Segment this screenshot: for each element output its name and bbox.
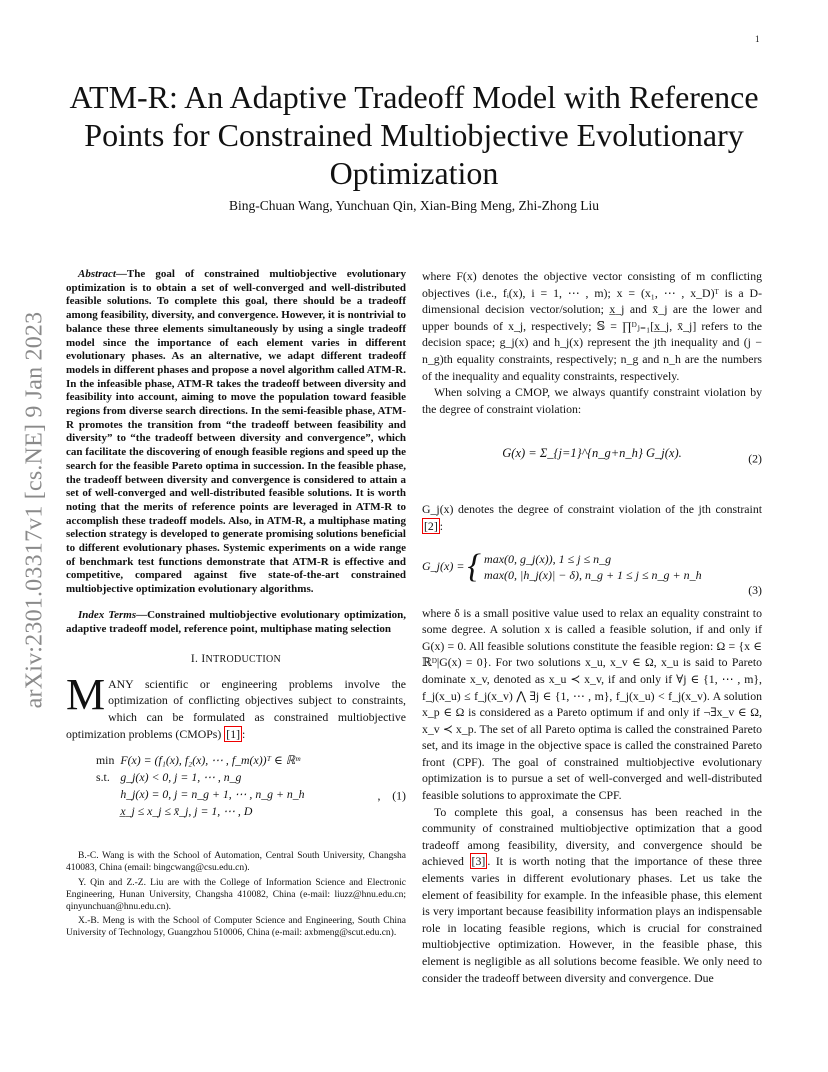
paragraph-feasibility: where δ is a small positive value used to relax an equality constraint to some degree. A solution x is called a feasible solution, if and only if G(x) = 0. All feasible solutions constitute the feasible region: Ω = {x ∈ ℝᴰ|G(x) = 0}. For two solutions x_u, x_v ∈ Ω, x_u is said to Pareto dominate x_v, denoted as x_u ≺ x_v, if and only if ∀j ∈ {1, ⋯ , m}, f_j(x_u) ≤ f_j(x_v) ⋀ ∃j ∈ {1, ⋯ , m}, f_j(x_u) < f_j(x_v). A solution x_p ∈ Ω is considered as a Pareto optimum if and only if ¬∃x_v ∈ Ω, x_v ≺ x_p. The set of all Pareto optima is called the constrained Pareto set, and its image in the objective space is called the constrained Pareto front (CPF). The goal of constrained multiobjective evolutionary optimization is to pursue a set of well-converged and well-distributed feasible solutions to approximate the CPF. xyxy=(422,605,762,803)
footnote-3: X.-B. Meng is with the School of Computer Science and Engineering, South China University of Technology, Guangzhou 510006, China (e-mail: axbmeng@scut.edu.cn). xyxy=(66,916,406,939)
index-terms xyxy=(66,609,406,636)
tradeoff-text-a: To complete this goal, a consensus has been reached in the community of constrained multiobjective optimization that a good tradeoff among feasibility, diversity, and convergence should be achieved xyxy=(422,804,762,869)
paragraph-definitions: where F(x) denotes the objective vector consisting of m conflicting objectives (i.e., fᵢ(x), i = 1, ⋯ , m); x = (x₁, ⋯ , x_D)ᵀ is a D-dimensional decision vector/solution; x̲_j and x̄_j are the lower and upper bounds of x_j, respectively; 𝕊 = ∏ᴰⱼ₌₁[x̲_j, x̄_j] refers to the decision space; g_j(x) and h_j(x) represent the jth inequality and (j − n_g)th equality constraints, respectively; n_g and n_h are the numbers of the inequality and equality constraints, respectively. xyxy=(422,269,762,383)
drop-cap: M xyxy=(66,669,106,719)
eq1-row1-label: min xyxy=(96,753,115,768)
section-numeral: I. xyxy=(190,653,202,666)
equation-3-expr xyxy=(422,547,702,585)
eq1-number-text: (1) xyxy=(392,788,406,803)
gj-end: : xyxy=(439,518,444,533)
paragraph-tradeoff xyxy=(422,804,762,987)
footnote-2: Y. Qin and Z.-Z. Liu are with the College of Information Science and Electronic Engineering, Hunan University, Changsha 410082, China (e-mail: liuzz@hnu.edu.cn; qinyunchuan@hnu.edu.cn). xyxy=(66,877,406,913)
footnote-1: B.-C. Wang is with the School of Automation, Central South University, Changsha 410083, China (email: bingcwang@csu.edu.cn). xyxy=(66,851,406,874)
page-number: 1 xyxy=(755,34,760,44)
equation-2-number: (2) xyxy=(748,452,762,467)
equation-3 xyxy=(422,545,762,595)
intro-text: ANY scientific or engineering problems involve the optimization of conflicting objectives subject to constraints, which can be formulated as constrained multiobjective optimization problems (CMOPs) xyxy=(66,676,406,741)
equation-2-expr: G(x) = Σ_{j=1}^{n_g+n_h} G_j(x). xyxy=(502,446,682,461)
right-column xyxy=(422,268,762,986)
eq1-row2-label: s.t. xyxy=(96,770,110,785)
eq1-row4-label xyxy=(96,803,120,820)
tradeoff-text-b: . It is worth noting that the importance of these three elements varies in different evolutionary phases. Let us take the element of feasibility for example. In the infeasible phase, this element is very important because feasibility information plays an indispensable role in locating feasible regions, which is crucial for constrained multiobjective optimization. However, in the feasible phase, this element is negligible as all solutions become feasible. We only need to consider the tradeoff between diversity and convergence. Due xyxy=(422,854,762,985)
equation-1 xyxy=(66,752,406,840)
equation-1-table xyxy=(96,752,311,820)
section-initial: I xyxy=(201,653,206,666)
eq1-trail: , xyxy=(377,788,381,803)
arxiv-identifier-text: arXiv:2301.03317v1 [cs.NE] 9 Jan 2023 xyxy=(21,311,48,709)
eq3-case-1: max(0, g_j(x)), 1 ≤ j ≤ n_g xyxy=(484,551,612,566)
equation-2 xyxy=(422,427,762,491)
citation-link-1[interactable]: [1] xyxy=(226,726,241,741)
eq1-row4-expr: x̲_j ≤ x_j ≤ x̄_j, j = 1, ⋯ , D xyxy=(120,804,253,819)
section-heading-introduction xyxy=(66,651,406,669)
section-rest: NTRODUCTION xyxy=(205,654,282,666)
abstract-label: Abstract xyxy=(78,268,116,280)
eq1-row1-expr: F(x) = (f₁(x), f₂(x), ⋯ , f_m(x))ᵀ ∈ ℝᵐ xyxy=(120,753,300,768)
paragraph-constraint-violation: When solving a CMOP, we always quantify constraint violation by the degree of constraint violation: xyxy=(422,385,762,416)
eq3-case-2: max(0, |h_j(x)| − δ), n_g + 1 ≤ j ≤ n_g + n_h xyxy=(484,567,702,582)
paper-title: ATM-R: An Adaptive Tradeoff Model with Reference Points for Constrained Multiobjective Evolutionary Optimization xyxy=(69,79,759,191)
author-footnotes xyxy=(66,850,406,939)
citation-link-3[interactable]: [3] xyxy=(471,854,486,869)
author-list: Bing-Chuan Wang, Yunchuan Qin, Xian-Bing Meng, Zhi-Zhong Liu xyxy=(228,198,600,213)
eq3-brace: { xyxy=(467,547,482,585)
eq1-row2-expr: g_j(x) < 0, j = 1, ⋯ , n_g xyxy=(120,770,242,785)
eq3-lhs: G_j(x) = xyxy=(422,558,465,573)
eq1-row3-expr: h_j(x) = 0, j = n_g + 1, ⋯ , n_g + n_h xyxy=(120,787,305,802)
equation-3-number: (3) xyxy=(748,582,762,597)
eq3-cases xyxy=(484,551,702,583)
paragraph-gj xyxy=(422,501,762,534)
eq1-row3-label xyxy=(96,786,120,803)
abstract-text: —The goal of constrained multiobjective evolutionary optimization is to obtain a set of well-converged and well-distributed feasible solutions. To complete this goal, there should be a tradeoff among feasibility, diversity, and convergence. However, it is nontrivial to balance these three elements simultaneously by using a single tradeoff model since the importance of each element varies in different evolutionary phases. As an alternative, we adapt different tradeoff models in different phases and propose a novel algorithm called ATM-R. In the infeasible phase, ATM-R takes the tradeoff between diversity and feasibility into account, aiming to move the population toward feasible regions from diverse search directions. In the semi-feasible phase, ATM-R promotes the transition from “the tradeoff between feasibility and diversity” to “the tradeoff between diversity and convergence”, which can facilitate the discovering of enough feasible regions and speed up the search for the feasible Pareto optima in succession. In the feasible phase, the tradeoff between diversity and convergence is considered to attain a set of well-converged and well-distributed feasible solutions. It is worth noting that the merits of reference points are leveraged in ATM-R to accomplish these tradeoff models. Also, in ATM-R, a multiphase mating selection strategy is developed to generate promising solutions beneficial to different evolutionary phases. Systemic experiments on a wide range of benchmark test functions demonstrate that ATM-R is effective and competitive, compared against five state-of-the-art constrained multiobjective optimization evolutionary algorithms. xyxy=(66,268,406,596)
left-column xyxy=(66,268,406,942)
index-terms-label: Index Terms xyxy=(78,608,137,621)
citation-link-2[interactable]: [2] xyxy=(424,518,438,533)
intro-paragraph xyxy=(66,669,406,742)
equation-1-number xyxy=(377,788,406,805)
abstract xyxy=(66,268,406,597)
index-terms-text: —Constrained multiobjective evolutionary optimization, adaptive tradeoff model, reference point, multiphase mating selection xyxy=(66,608,406,635)
intro-end: : xyxy=(242,726,246,741)
gj-text: G_j(x) denotes the degree of constraint violation of the jth constraint xyxy=(422,502,762,517)
arxiv-side-identifier xyxy=(14,295,56,725)
